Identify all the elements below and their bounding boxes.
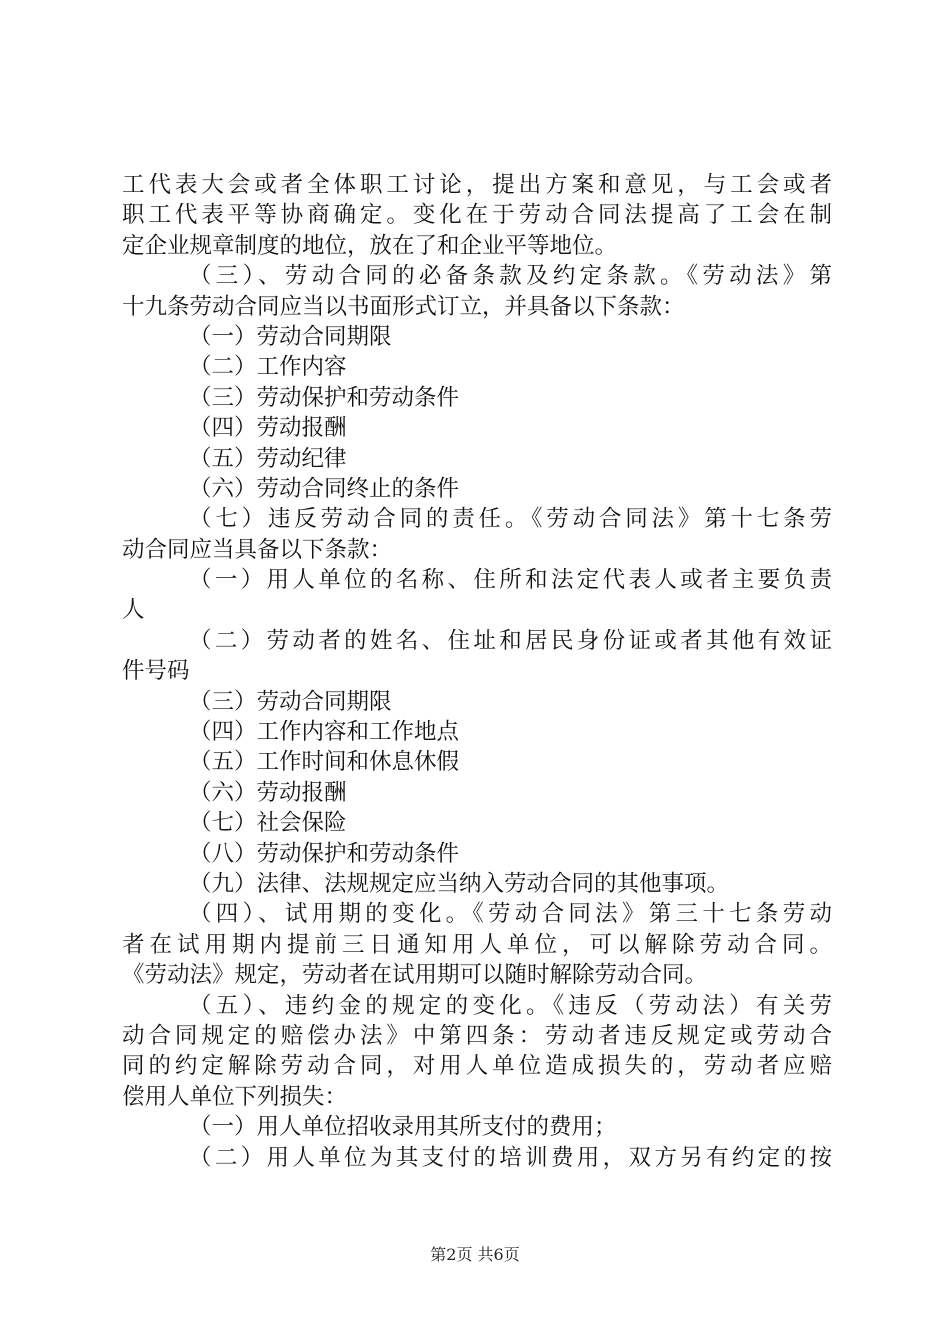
text-line: 工代表大会或者全体职工讨论，提出方案和意见，与工会或者 (122, 172, 832, 198)
text-line: （一）劳动合同期限 (189, 323, 392, 350)
text-line: （八）劳动保护和劳动条件 (189, 840, 460, 867)
text-line: （四）劳动报酬 (189, 415, 347, 442)
text-line: 《劳动法》规定，劳动者在试用期可以随时解除劳动合同。 (122, 962, 708, 989)
text-line: （一）用人单位招收录用其所支付的费用； (189, 1114, 617, 1141)
text-line: （二）用人单位为其支付的培训费用，双方另有约定的按 (189, 1144, 832, 1171)
text-line: （三）、劳动合同的必备条款及约定条款。《劳动法》第 (189, 263, 832, 290)
page-number-footer: 第2页 共6页 (430, 1245, 520, 1264)
text-line: （六）劳动报酬 (189, 779, 347, 806)
text-line: （七）社会保险 (189, 810, 347, 837)
text-line: （三）劳动保护和劳动条件 (189, 384, 460, 411)
text-line: （四）工作内容和工作地点 (189, 719, 460, 746)
text-line: 动合同应当具备以下条款： (122, 536, 393, 563)
text-line: （五）劳动纪律 (189, 445, 347, 472)
text-line: 人 (122, 597, 145, 624)
text-line: （三）劳动合同期限 (189, 688, 392, 715)
text-line: （七）违反劳动合同的责任。《劳动合同法》第十七条劳 (189, 506, 832, 533)
text-line: 同的约定解除劳动合同，对用人单位造成损失的，劳动者应赔 (122, 1053, 832, 1080)
text-line: 十九条劳动合同应当以书面形式订立，并具备以下条款： (122, 293, 685, 320)
text-line: （二）劳动者的姓名、住址和居民身份证或者其他有效证 (189, 627, 832, 654)
text-line: 职工代表平等协商确定。变化在于劳动合同法提高了工会在制 (122, 202, 832, 229)
text-line: 动合同规定的赔偿办法》中第四条：劳动者违反规定或劳动合 (122, 1022, 832, 1049)
text-line: 者在试用期内提前三日通知用人单位，可以解除劳动合同。 (122, 931, 832, 958)
text-line: 定企业规章制度的地位，放在了和企业平等地位。 (122, 232, 618, 259)
text-line: （六）劳动合同终止的条件 (189, 475, 460, 502)
text-line: （一）用人单位的名称、住所和法定代表人或者主要负责 (189, 567, 832, 594)
text-line: 偿用人单位下列损失： (122, 1083, 348, 1110)
text-line: （四）、试用期的变化。《劳动合同法》第三十七条劳动 (189, 901, 832, 928)
document-body (122, 170, 832, 1173)
text-line: 件号码 (122, 658, 190, 685)
text-line: （五）工作时间和休息休假 (189, 749, 460, 776)
text-line: （九）法律、法规规定应当纳入劳动合同的其他事项。 (189, 870, 730, 897)
text-line: （五）、违约金的规定的变化。《违反（劳动法）有关劳 (189, 992, 832, 1019)
text-line: （二）工作内容 (189, 354, 347, 381)
